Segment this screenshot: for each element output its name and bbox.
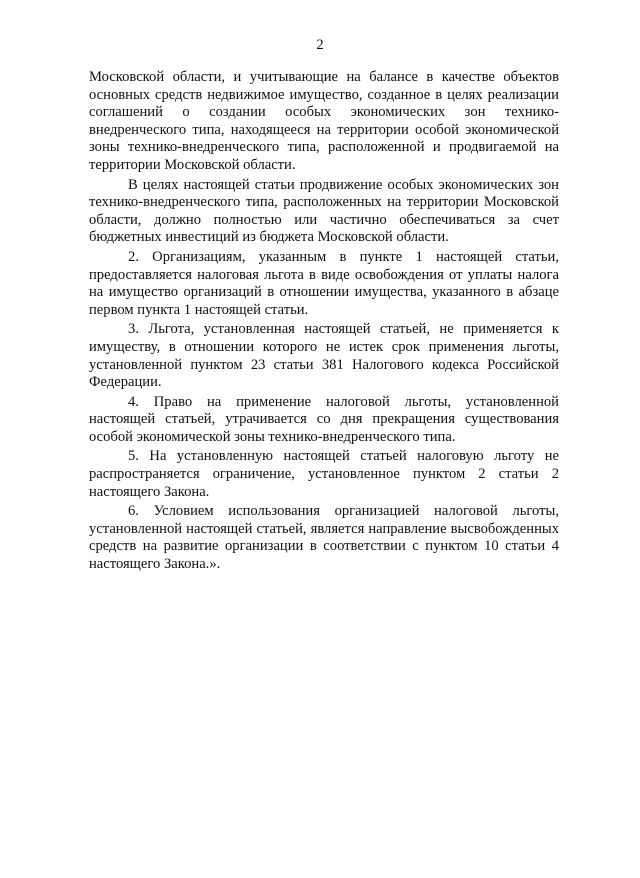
paragraph-item-4: 4. Право на применение налоговой льготы, установленной настоящей статьей, утрачивается со дня прекращения существования особой экономической зоны технико-внедренческого типа. xyxy=(89,393,559,445)
paragraph-item-6: 6. Условием использования организацией налоговой льготы, установленной настоящей статьей, является направление высвобожденных средств на развитие организации в соответствии с пунктом 10 статьи 4 настоящего Закона.». xyxy=(89,503,559,573)
page-number: 2 xyxy=(316,37,324,53)
paragraph-item-5: 5. На установленную настоящей статьей налоговую льготу не распространяется ограничение, установленное пунктом 2 статьи 2 настоящего Закона. xyxy=(89,448,559,500)
paragraph-item-2: 2. Организациям, указанным в пункте 1 настоящей статьи, предоставляется налоговая льгота в виде освобождения от уплаты налога на имущество организаций в отношении имущества, указанного в абзаце первом пункта 1 настоящей статьи. xyxy=(89,248,559,318)
paragraph-promotion-funding: В целях настоящей статьи продвижение особых экономических зон технико-внедренческого типа, расположенных на территории Московской области, должно полностью или частично обеспечиваться за счет бюджетных инвестиций из бюджета Московской области. xyxy=(89,176,559,246)
paragraph-continuation: Московской области, и учитывающие на балансе в качестве объектов основных средств недвижимое имущество, созданное в целях реализации соглашений о создании особых экономических зон технико-внедренческого типа, находящееся на территории особой экономической зоны технико-внедренческого типа, расположенной и продвигаемой на территории Московской области. xyxy=(89,69,559,173)
paragraph-item-3: 3. Льгота, установленная настоящей статьей, не применяется к имуществу, в отношении которого не истек срок применения льготы, установленной пунктом 23 статьи 381 Налогового кодекса Российской Федерации. xyxy=(89,321,559,391)
document-body xyxy=(89,69,559,576)
